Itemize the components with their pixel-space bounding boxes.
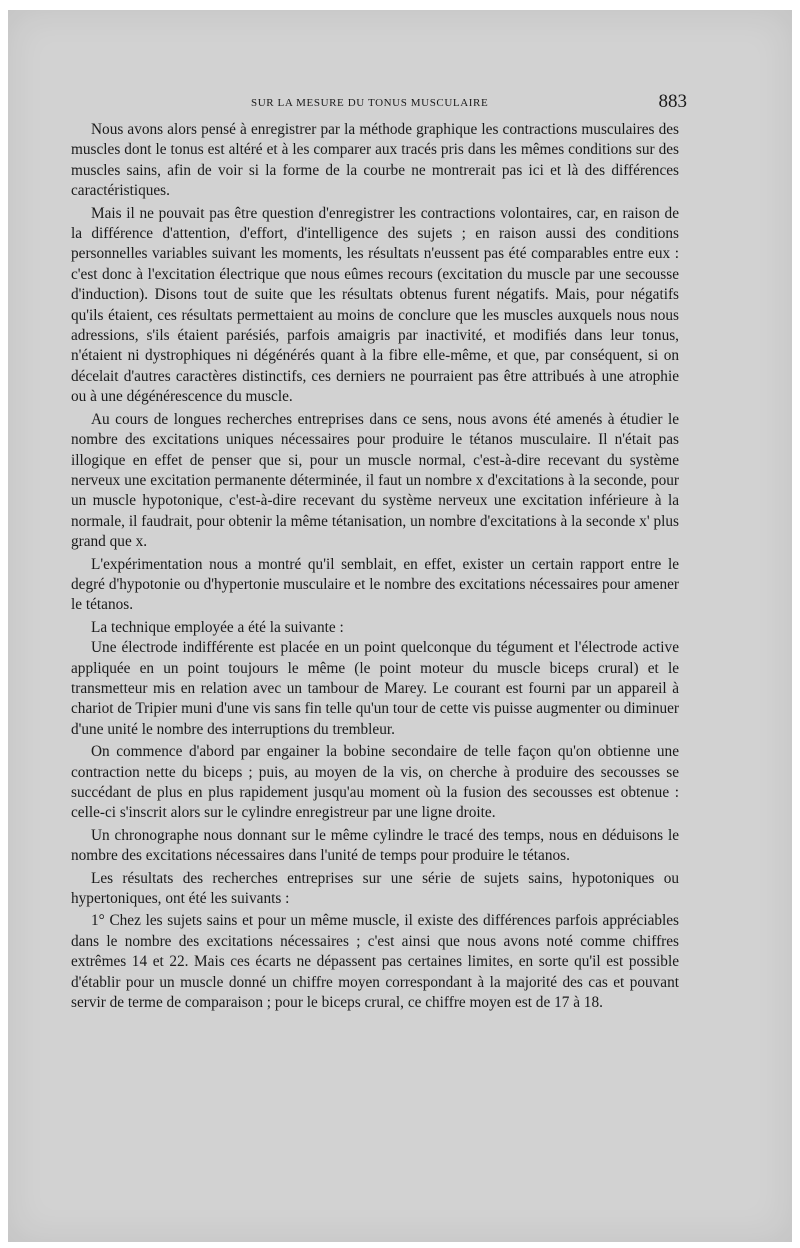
paragraph: Un chronographe nous donnant sur le même cylindre le tracé des temps, nous en déduisons le nombre des excitations nécessaires dans l'unité de temps pour produire le tétanos.	[71, 826, 679, 865]
paragraph: Au cours de longues recherches entreprises dans ce sens, nous avons été amenés à étudier le nombre des excitations uniques nécessaires pour produire le tétanos musculaire. Il n'était pas illogique en effet de penser que si, pour un muscle normal, c'est-à-dire recevant du système nerveux une excitation permanente déterminée, il faut un nombre x d'excitations à la seconde, pour un muscle hypotonique, c'est-à-dire recevant du système nerveux une excitation inférieure à la normale, il faudrait, pour obtenir la même tétanisation, un nombre d'excitations à la seconde x' plus grand que x.	[71, 410, 679, 551]
paragraph: La technique employée a été la suivante :	[91, 618, 344, 636]
paragraph: Les résultats des recherches entreprises sur une série de sujets sains, hypotoniques ou hypertoniques, ont été les suivants :	[71, 869, 679, 908]
body-text	[71, 120, 679, 1015]
page-number: 883	[658, 91, 687, 112]
paragraph: On commence d'abord par engainer la bobine secondaire de telle façon qu'on obtienne une contraction nette du biceps ; puis, au moyen de la vis, on cherche à produire des secousses se succédant de plus en plus rapidement jusqu'au moment où la fusion des secousses est obtenue : celle-ci s'inscrit alors sur le cylindre enregistreur par une ligne droite.	[71, 743, 679, 822]
paragraph: L'expérimentation nous a montré qu'il semblait, en effet, exister un certain rapport entre le degré d'hypotonie ou d'hypertonie musculaire et le nombre des excitations nécessaires pour amener le tétanos.	[71, 555, 679, 614]
paragraph: Nous avons alors pensé à enregistrer par la méthode graphique les contractions musculaires des muscles dont le tonus est altéré et à les comparer aux tracés pris dans les mêmes conditions sur des muscles sains, afin de voir si la forme de la courbe ne montrerait pas ici et là des différences caractéristiques.	[71, 121, 679, 200]
running-title: SUR LA MESURE DU TONUS MUSCULAIRE	[251, 97, 489, 109]
paragraph: Une électrode indifférente est placée en un point quelconque du tégument et l'électrode active appliquée en un point toujours le même (le point moteur du muscle biceps crural) et le transmetteur mis en relation avec un tambour de Marey. Le courant est fourni par un appareil à chariot de Tripier muni d'une vis sans fin telle qu'un tour de cette vis puisse augmenter ou diminuer d'une unité le nombre des interruptions du trembleur.	[71, 639, 679, 738]
paragraph: 1° Chez les sujets sains et pour un même muscle, il existe des différences parfois appréciables dans le nombre des excitations nécessaires ; c'est ainsi que nous avons noté comme chiffres extrêmes 14 et 22. Mais ces écarts ne dépassent pas certaines limites, en sorte qu'il est possible d'établir pour un muscle donné un chiffre moyen correspondant à la majorité des cas et pouvant servir de terme de comparaison ; pour le biceps crural, ce chiffre moyen est de 17 à 18.	[71, 912, 679, 1012]
paragraph: Mais il ne pouvait pas être question d'enregistrer les contractions volontaires, car, en raison de la différence d'attention, d'effort, d'intelligence des sujets ; en raison aussi des conditions personnelles variables suivant les moments, les résultats n'eussent pas été comparables entre eux : c'est donc à l'excitation électrique que nous eûmes recours (excitation du muscle par une secousse d'induction). Disons tout de suite que les résultats obtenus furent négatifs. Mais, pour négatifs qu'ils étaient, ces résultats permettaient au moins de conclure que les muscles auxquels nous nous adressions, s'ils étaient parésiés, parfois amaigris par inactivité, et modifiés dans leur tonus, n'étaient ni dystrophiques ni dégénérés quant à la fibre elle-même, et que, par conséquent, si on décelait d'autres caractères distinctifs, ces derniers ne pourraient pas être attribués à une atrophie ou à une dégénérescence du muscle.	[71, 204, 679, 406]
page-header	[79, 89, 687, 113]
